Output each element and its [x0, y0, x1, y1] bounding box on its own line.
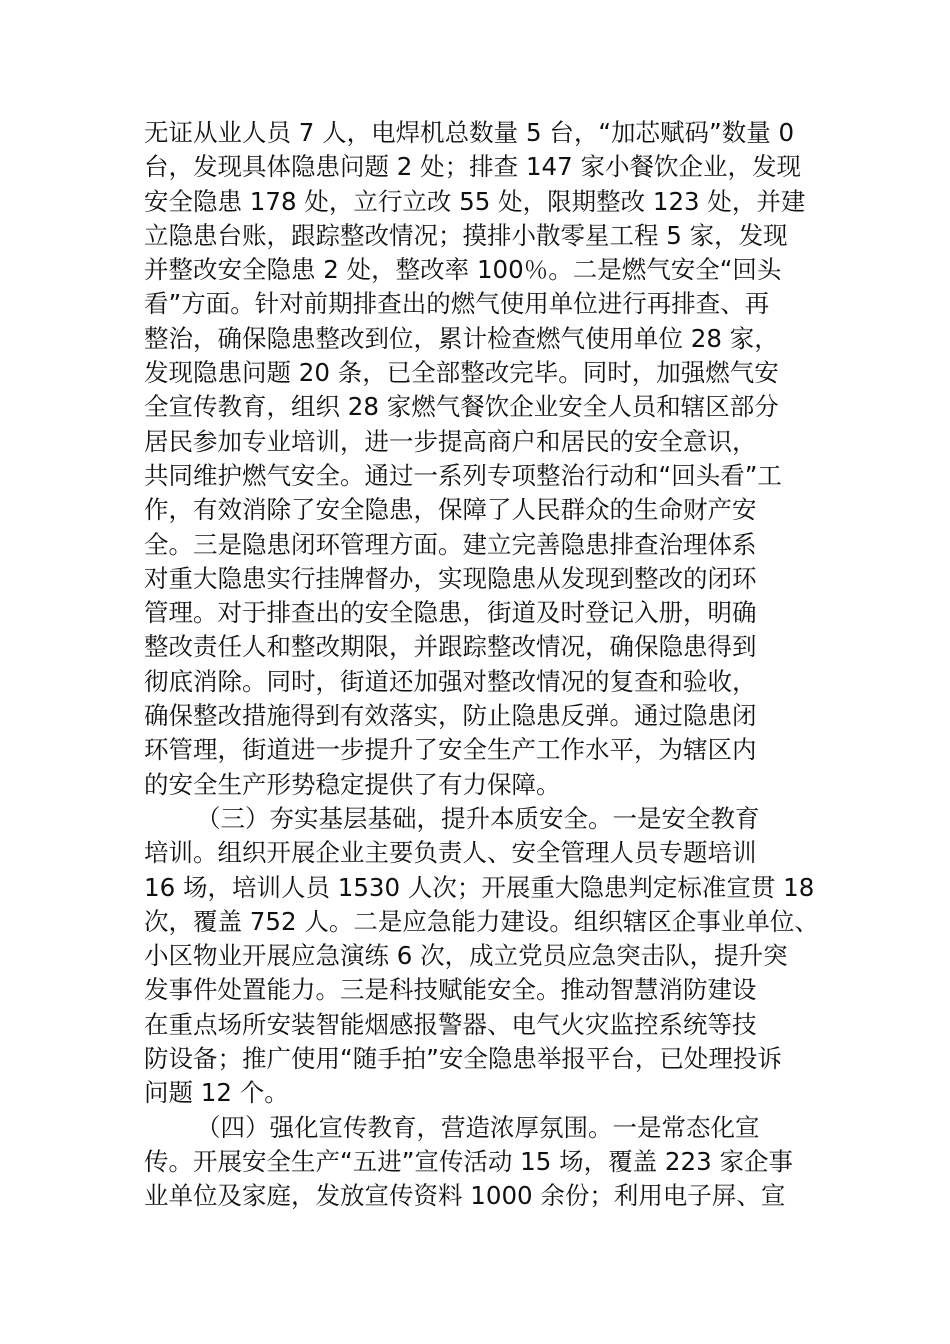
- text-line: 在重点场所安装智能烟感报警器、电气火灾监控系统等技: [144, 1009, 757, 1039]
- text-line: 发现隐患问题 20 条，已全部整改完毕。同时，加强燃气安: [144, 358, 779, 388]
- text-line: 业单位及家庭，发放宣传资料 1000 余份；利用电子屏、宣: [144, 1181, 786, 1211]
- text-line: 整治，确保隐患整改到位，累计检查燃气使用单位 28 家，: [144, 323, 779, 353]
- text-line: 对重大隐患实行挂牌督办，实现隐患从发现到整改的闭环: [144, 563, 757, 593]
- text-line: 小区物业开展应急演练 6 次，成立党员应急突击队，提升突: [144, 941, 788, 971]
- text-line: 全宣传教育，组织 28 家燃气餐饮企业安全人员和辖区部分: [144, 392, 779, 422]
- text-line: 防设备；推广使用“随手拍”安全隐患举报平台，已处理投诉: [144, 1044, 782, 1074]
- paragraph-1: [144, 116, 814, 802]
- text-line: 环管理，街道进一步提升了安全生产工作水平，为辖区内: [144, 735, 757, 765]
- text-line: 看”方面。针对前期排查出的燃气使用单位进行再排查、再: [144, 289, 770, 319]
- text-line: 共同维护燃气安全。通过一系列专项整治行动和“回头看”工: [144, 460, 782, 490]
- text-line: 16 场，培训人员 1530 人次；开展重大隐患判定标准宣贯 18: [144, 872, 815, 902]
- text-line: 立隐患台账，跟踪整改情况；摸排小散零星工程 5 家，发现: [144, 220, 788, 250]
- text-line: 管理。对于排查出的安全隐患，街道及时登记入册，明确: [144, 598, 757, 628]
- text-line: 整改责任人和整改期限，并跟踪整改情况，确保隐患得到: [144, 632, 757, 662]
- text-line: 培训。组织开展企业主要负责人、安全管理人员专题培训: [144, 838, 757, 868]
- text-line: 并整改安全隐患 2 处，整改率 100％。二是燃气安全“回头: [144, 255, 782, 285]
- paragraph-2: [144, 802, 819, 1111]
- body-text: [144, 116, 819, 1214]
- text-line: 全。三是隐患闭环管理方面。建立完善隐患排查治理体系: [144, 529, 757, 559]
- text-line: 发事件处置能力。三是科技赋能安全。推动智慧消防建设: [144, 975, 757, 1005]
- text-line: 台，发现具体隐患问题 2 处；排查 147 家小餐饮企业，发现: [144, 152, 801, 182]
- text-line: （四）强化宣传教育，营造浓厚氛围。一是常态化宣: [196, 1112, 760, 1142]
- text-line: 彻底消除。同时，街道还加强对整改情况的复查和验收，: [144, 666, 757, 696]
- text-line: 的安全生产形势稳定提供了有力保障。: [144, 769, 561, 799]
- text-line: 无证从业人员 7 人，电焊机总数量 5 台，“加芯赋码”数量 0: [144, 118, 795, 147]
- text-line: 作，有效消除了安全隐患，保障了人民群众的生命财产安: [144, 495, 757, 525]
- text-line: 确保整改措施得到有效落实，防止隐患反弹。通过隐患闭: [144, 701, 757, 731]
- text-line: 问题 12 个。: [144, 1078, 289, 1108]
- paragraph-3: [144, 1111, 814, 1214]
- text-line: 次，覆盖 752 人。二是应急能力建设。组织辖区企事业单位、: [144, 906, 819, 936]
- text-line: 传。开展安全生产“五进”宣传活动 15 场，覆盖 223 家企事: [144, 1146, 793, 1176]
- text-line: 居民参加专业培训，进一步提高商户和居民的安全意识，: [144, 426, 757, 456]
- text-line: （三）夯实基层基础，提升本质安全。一是安全教育: [196, 803, 760, 833]
- text-line: 安全隐患 178 处，立行立改 55 处，限期整改 123 处，并建: [144, 186, 806, 216]
